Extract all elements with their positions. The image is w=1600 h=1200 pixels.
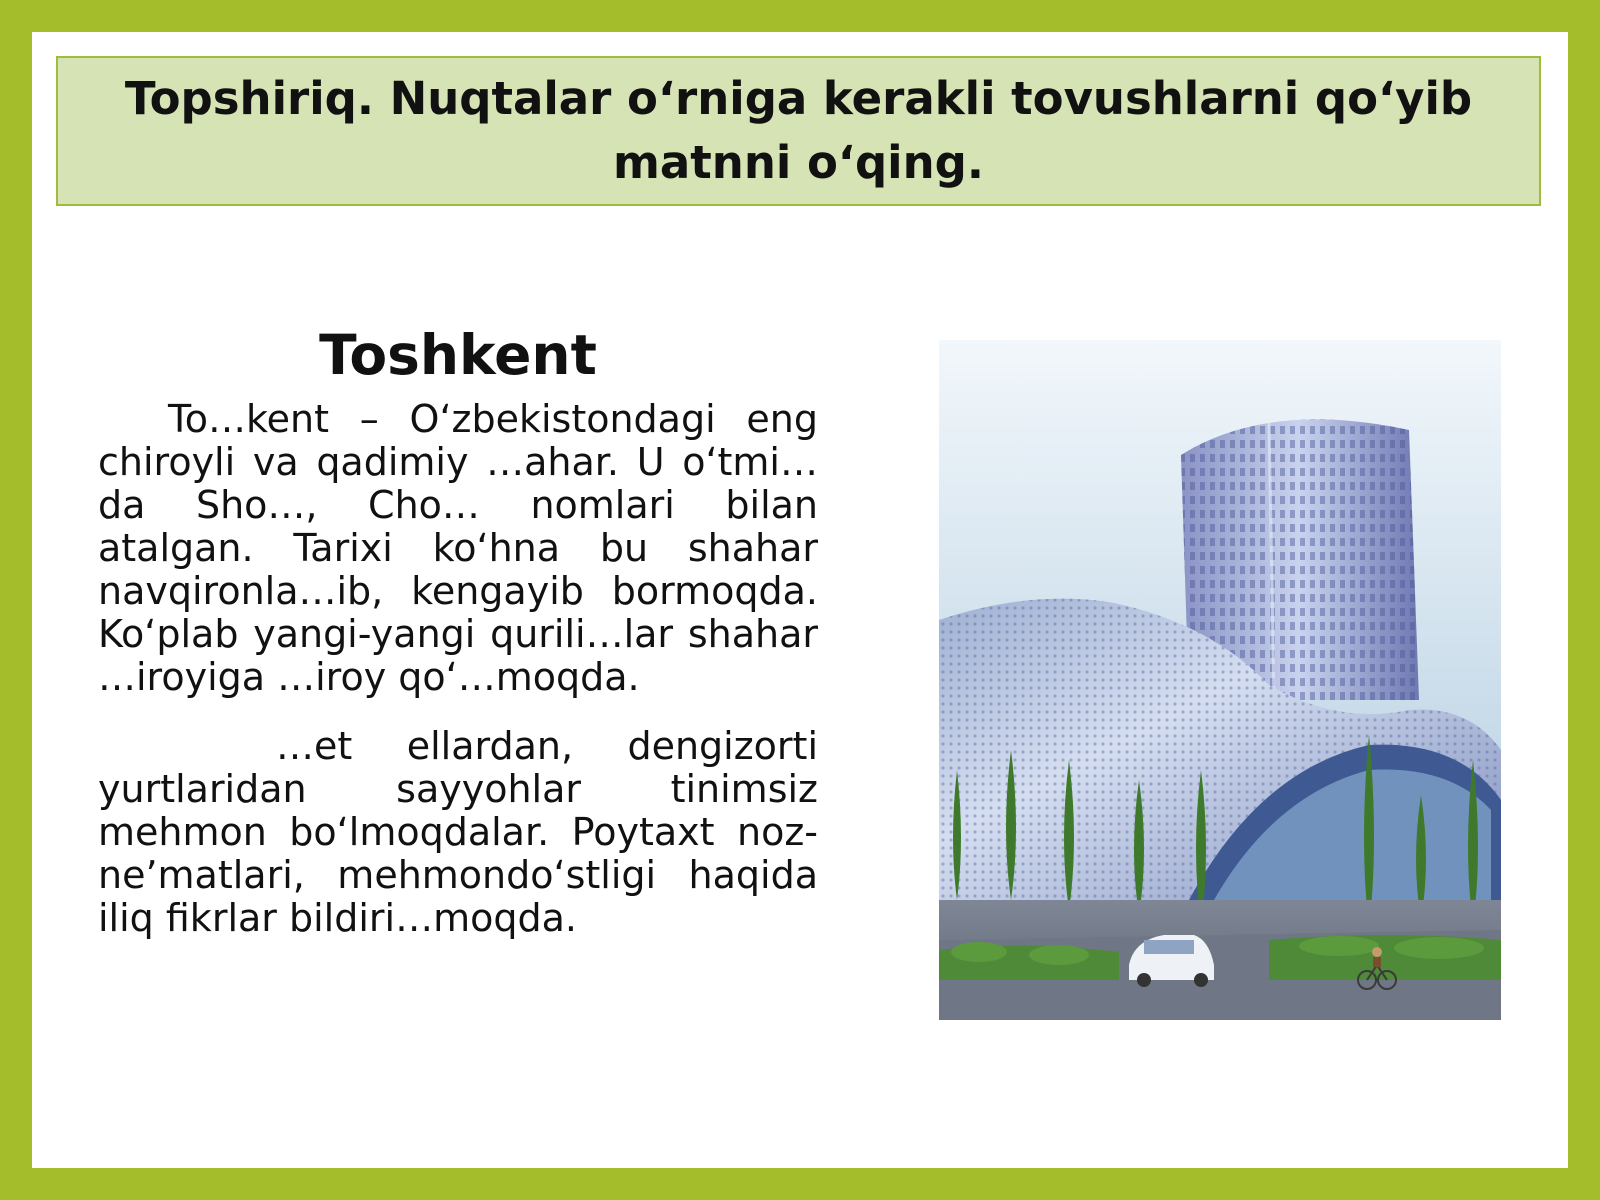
- text-block: [98, 320, 818, 940]
- slide: [32, 32, 1568, 1168]
- building-photo: [939, 340, 1501, 1020]
- slide-title: Topshiriq. Nuqtalar o‘rniga kerakli tovushlarni qo‘yib matnni o‘qing.: [124, 72, 1473, 189]
- paragraph-2: …et ellardan, dengizorti yurtlaridan sayyohlar tinimsiz mehmon bo‘lmoqdalar. Poytaxt noz-ne’matlari, mehmondo‘stligi haqida iliq fikrlar bildiri…moqda.: [98, 724, 818, 940]
- title-box: [56, 56, 1541, 206]
- text-heading: Toshkent: [319, 323, 597, 387]
- paragraph-1: To…kent – O‘zbekistondagi eng chiroyli va qadimiy …ahar. U o‘tmi…da Sho…, Cho… nomlari bilan atalgan. Tarixi ko‘hna bu shahar navqironla…ib, kengayib bormoqda. Ko‘plab yangi-yangi qurili…lar shahar …iroyiga …iroy qo‘…moqda.: [98, 397, 818, 699]
